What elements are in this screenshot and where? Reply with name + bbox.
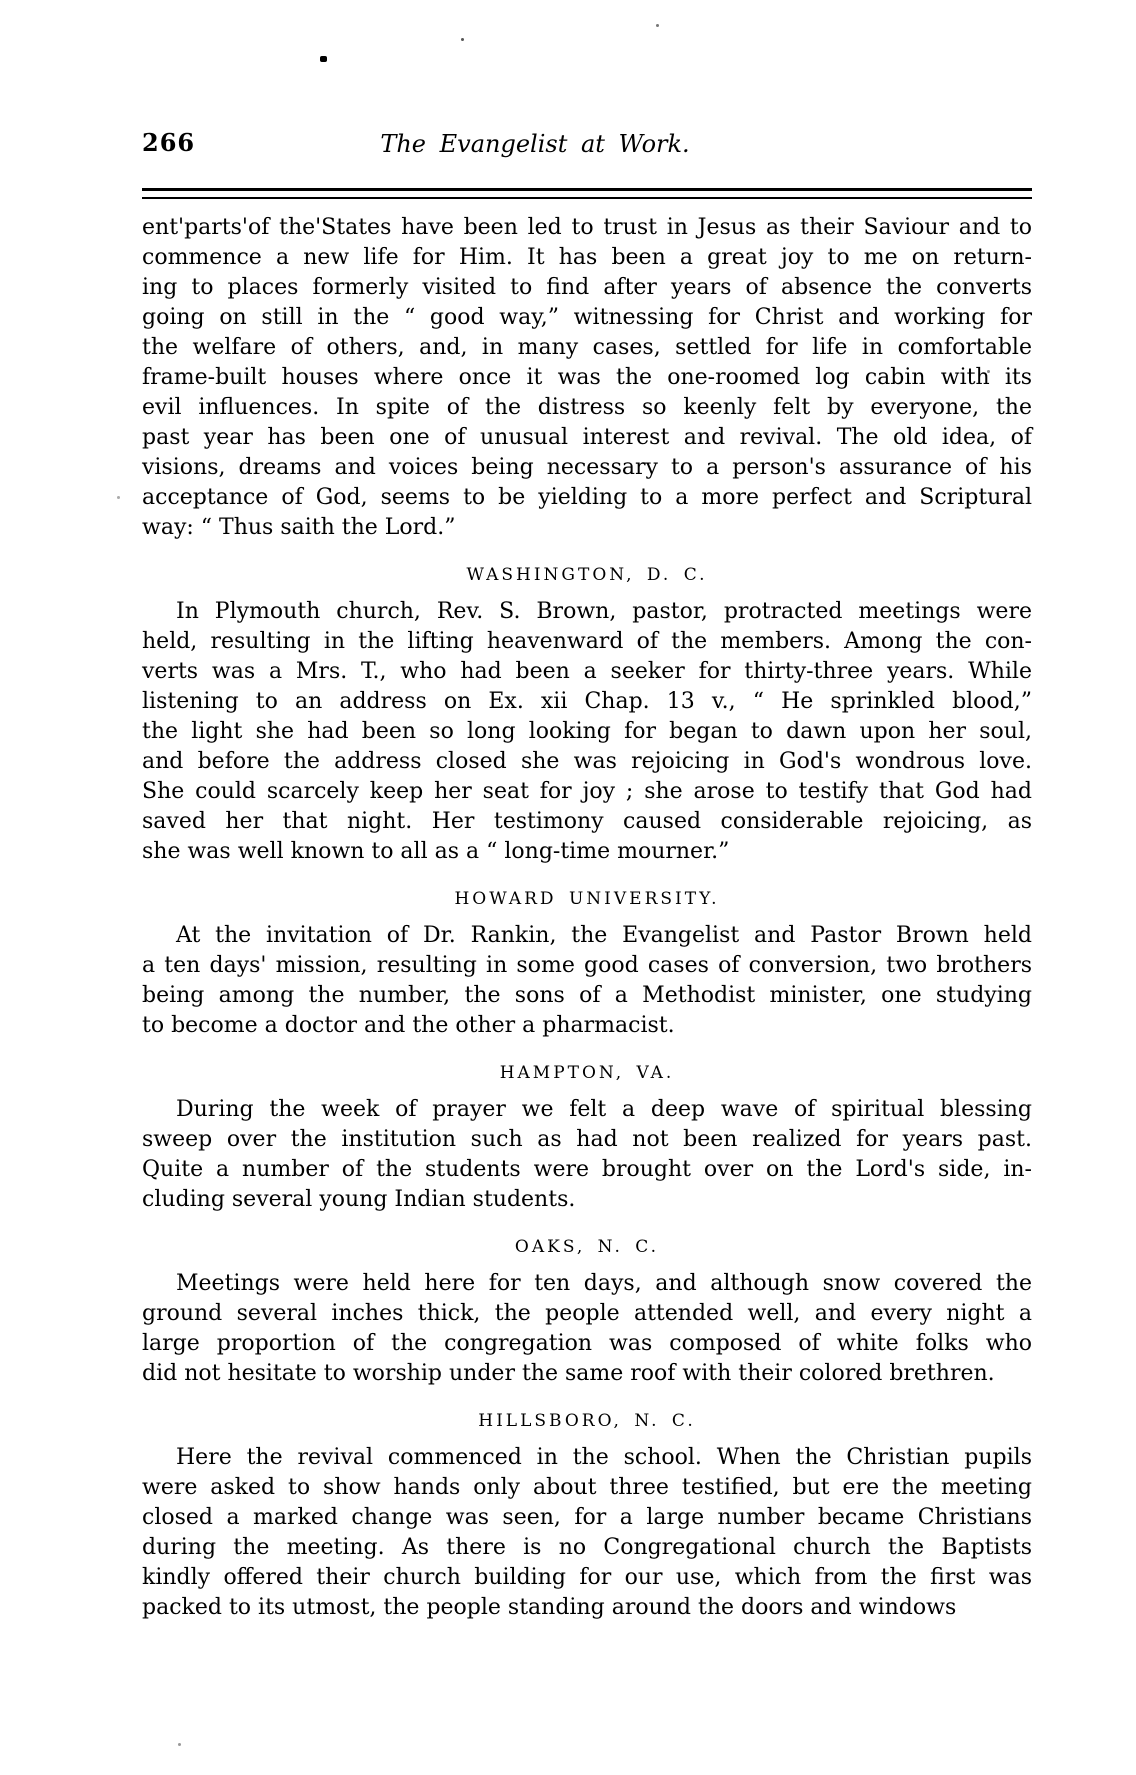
text-line: sweep over the institution such as had not been realized for years past. bbox=[142, 1127, 1032, 1152]
text-line: frame-built houses where once it was the one-roomed log cabin with its bbox=[142, 365, 1032, 390]
paragraph bbox=[142, 597, 1032, 867]
text-line: acceptance of God, seems to be yielding to a more perfect and Scriptural bbox=[142, 485, 1032, 510]
text-line: to become a doctor and the other a pharmacist. bbox=[142, 1013, 675, 1038]
text-line: were asked to show hands only about three testified, but ere the meeting bbox=[142, 1475, 1032, 1500]
text-line: held, resulting in the lifting heavenward of the members. Among the con- bbox=[142, 629, 1032, 654]
text-line: the welfare of others, and, in many cases, settled for life in comfortable bbox=[142, 335, 1032, 360]
page-header bbox=[142, 128, 1032, 164]
running-title: The Evangelist at Work. bbox=[380, 130, 690, 158]
paragraph bbox=[142, 213, 1032, 543]
section-heading: OAKS, N. C. bbox=[514, 1237, 660, 1257]
text-line: At the invitation of Dr. Rankin, the Evangelist and Pastor Brown held bbox=[176, 923, 1032, 948]
text-line: saved her that night. Her testimony caused considerable rejoicing, as bbox=[142, 809, 1032, 834]
text-line: going on still in the “ good way,” witnessing for Christ and working for bbox=[142, 305, 1032, 330]
text-line: Here the revival commenced in the school. When the Christian pupils bbox=[176, 1445, 1032, 1470]
page-content bbox=[142, 128, 1032, 1623]
text-line: listening to an address on Ex. xii Chap. 13 v., “ He sprinkled blood,” bbox=[142, 689, 1032, 714]
scan-speck bbox=[656, 24, 659, 27]
text-line: ing to places formerly visited to find after years of absence the converts bbox=[142, 275, 1032, 300]
header-rule bbox=[142, 188, 1032, 199]
paragraph bbox=[142, 921, 1032, 1041]
scan-speck bbox=[178, 1743, 181, 1746]
text-line: cluding several young Indian students. bbox=[142, 1187, 576, 1212]
text-line: kindly offered their church building for our use, which from the first was bbox=[142, 1565, 1032, 1590]
text-line: past year has been one of unusual interest and revival. The old idea, of bbox=[142, 425, 1032, 450]
text-line: did not hesitate to worship under the same roof with their colored brethren. bbox=[142, 1361, 995, 1386]
text-line: ground several inches thick, the people attended well, and every night a bbox=[142, 1301, 1032, 1326]
text-line: ent'parts'of the'States have been led to trust in Jesus as their Saviour and to bbox=[142, 215, 1032, 240]
paragraph bbox=[142, 1443, 1032, 1623]
text-line: She could scarcely keep her seat for joy ; she arose to testify that God had bbox=[142, 779, 1032, 804]
text-line: In Plymouth church, Rev. S. Brown, pastor, protracted meetings were bbox=[176, 599, 1032, 624]
text-line: Quite a number of the students were brought over on the Lord's side, in- bbox=[142, 1157, 1032, 1182]
text-line: packed to its utmost, the people standing around the doors and windows bbox=[142, 1595, 957, 1620]
section-heading: HOWARD UNIVERSITY. bbox=[454, 889, 720, 909]
text-line: during the meeting. As there is no Congregational church the Baptists bbox=[142, 1535, 1032, 1560]
text-line: evil influences. In spite of the distress so keenly felt by everyone, the bbox=[142, 395, 1032, 420]
text-line: being among the number, the sons of a Methodist minister, one studying bbox=[142, 983, 1032, 1008]
section-heading: HILLSBORO, N. C. bbox=[478, 1411, 696, 1431]
text-line: way: “ Thus saith the Lord.” bbox=[142, 515, 456, 540]
section-heading: WASHINGTON, D. C. bbox=[466, 565, 708, 585]
text-line: closed a marked change was seen, for a large number became Christians bbox=[142, 1505, 1032, 1530]
text-line: she was well known to all as a “ long-time mourner.” bbox=[142, 839, 730, 864]
paragraph bbox=[142, 1095, 1032, 1215]
paragraph bbox=[142, 1269, 1032, 1389]
text-line: and before the address closed she was rejoicing in God's wondrous love. bbox=[142, 749, 1032, 774]
text-line: large proportion of the congregation was composed of white folks who bbox=[142, 1331, 1032, 1356]
text-line: verts was a Mrs. T., who had been a seeker for thirty-three years. While bbox=[142, 659, 1032, 684]
text-line: a ten days' mission, resulting in some good cases of conversion, two brothers bbox=[142, 953, 1032, 978]
text-line: the light she had been so long looking for began to dawn upon her soul, bbox=[142, 719, 1032, 744]
scan-speck bbox=[117, 496, 120, 499]
page-number: 266 bbox=[142, 128, 196, 157]
text-line: During the week of prayer we felt a deep wave of spiritual blessing bbox=[176, 1097, 1032, 1122]
text-line: Meetings were held here for ten days, and although snow covered the bbox=[176, 1271, 1032, 1296]
text-line: visions, dreams and voices being necessary to a person's assurance of his bbox=[142, 455, 1032, 480]
scan-speck bbox=[461, 38, 464, 41]
scan-speck bbox=[320, 56, 327, 62]
text-line: commence a new life for Him. It has been a great joy to me on return- bbox=[142, 245, 1032, 270]
section-heading: HAMPTON, VA. bbox=[499, 1063, 675, 1083]
page-body bbox=[142, 213, 1032, 1623]
